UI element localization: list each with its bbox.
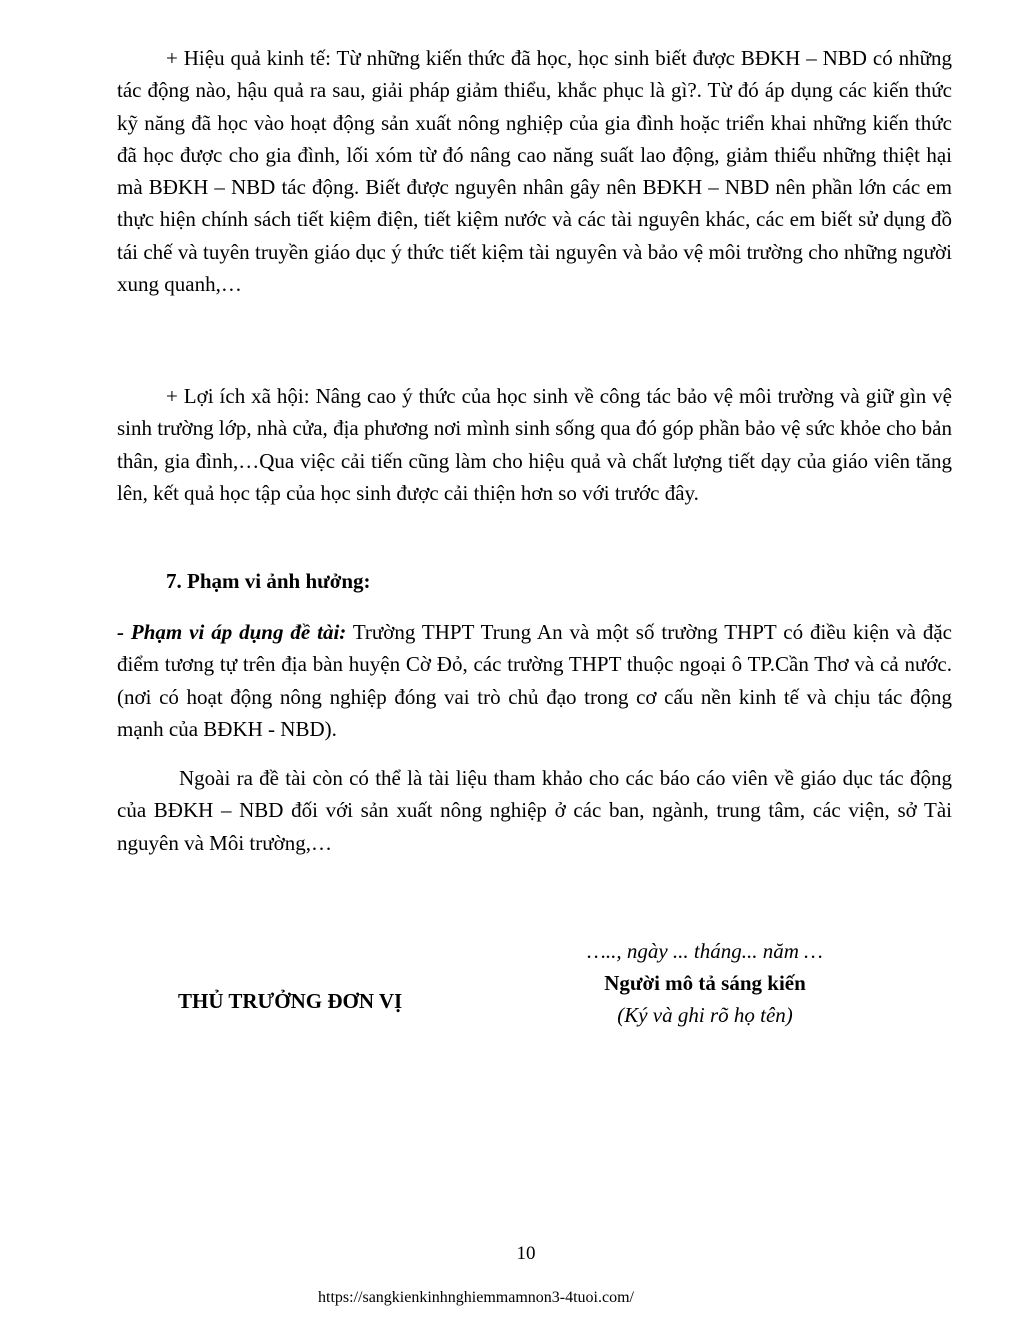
signature-author-title: Người mô tả sáng kiến	[604, 971, 806, 995]
scope-label: - Phạm vi áp dụng đề tài:	[117, 620, 347, 644]
paragraph-scope-of-application	[117, 616, 952, 745]
footer-url: https://sangkienkinhnghiemmamnon3-4tuoi.com/	[318, 1289, 634, 1306]
signature-date-line: ….., ngày ... tháng... năm …	[587, 939, 823, 963]
paragraph-reference-use: Ngoài ra đề tài còn có thể là tài liệu tham khảo cho các báo cáo viên về giáo dục tác động của BĐKH – NBD đối với sản xuất nông nghiệp ở các ban, ngành, trung tâm, các viện, sở Tài nguyên và Môi trường,…	[117, 766, 952, 855]
page-number: 10	[516, 1243, 536, 1264]
signature-unit-head-title: THỦ TRƯỞNG ĐƠN VỊ	[178, 989, 403, 1013]
paragraph-economic-efficiency: + Hiệu quả kinh tế: Từ những kiến thức đã học, học sinh biết được BĐKH – NBD có những tác động nào, hậu quả ra sau, giải pháp giảm thiểu, khắc phục là gì?. Từ đó áp dụng các kiến thức kỹ năng đã học vào hoạt động sản xuất nông nghiệp của gia đình hoặc triển khai những kiến thức đã học được cho gia đình, lối xóm từ đó nâng cao năng suất lao động, giảm thiểu những thiệt hại mà BĐKH – NBD tác động. Biết được nguyên nhân gây nên BĐKH – NBD nên phần lớn các em thực hiện chính sách tiết kiệm điện, tiết kiệm nước và các tài nguyên khác, các em biết sử dụng đồ tái chế và tuyên truyền giáo dục ý thức tiết kiệm tài nguyên và bảo vệ môi trường cho những người xung quanh,…	[117, 46, 952, 297]
scope-text: Trường THPT Trung An và một số trường THPT có điều kiện và đặc điểm tương tự trên địa bàn huyện Cờ Đỏ, các trường THPT thuộc ngoại ô TP.Cần Thơ và cả nước. (nơi có hoạt động nông nghiệp đóng vai trò chủ đạo trong cơ cấu nền kinh tế và chịu tác động mạnh của BĐKH - NBD).	[117, 620, 952, 741]
section-heading-scope: 7. Phạm vi ảnh hưởng:	[166, 569, 371, 593]
signature-author-block	[560, 935, 850, 1031]
paragraph-social-benefit: + Lợi ích xã hội: Nâng cao ý thức của học sinh về công tác bảo vệ môi trường và giữ gìn vệ sinh trường lớp, nhà cửa, địa phương nơi mình sinh sống qua đó góp phần bảo vệ sức khỏe cho bản thân, gia đình,…Qua việc cải tiến cũng làm cho hiệu quả và chất lượng tiết dạy của giáo viên tăng lên, kết quả học tập của học sinh được cải thiện hơn so với trước đây.	[117, 384, 952, 505]
signature-instruction: (Ký và ghi rõ họ tên)	[617, 1003, 793, 1027]
